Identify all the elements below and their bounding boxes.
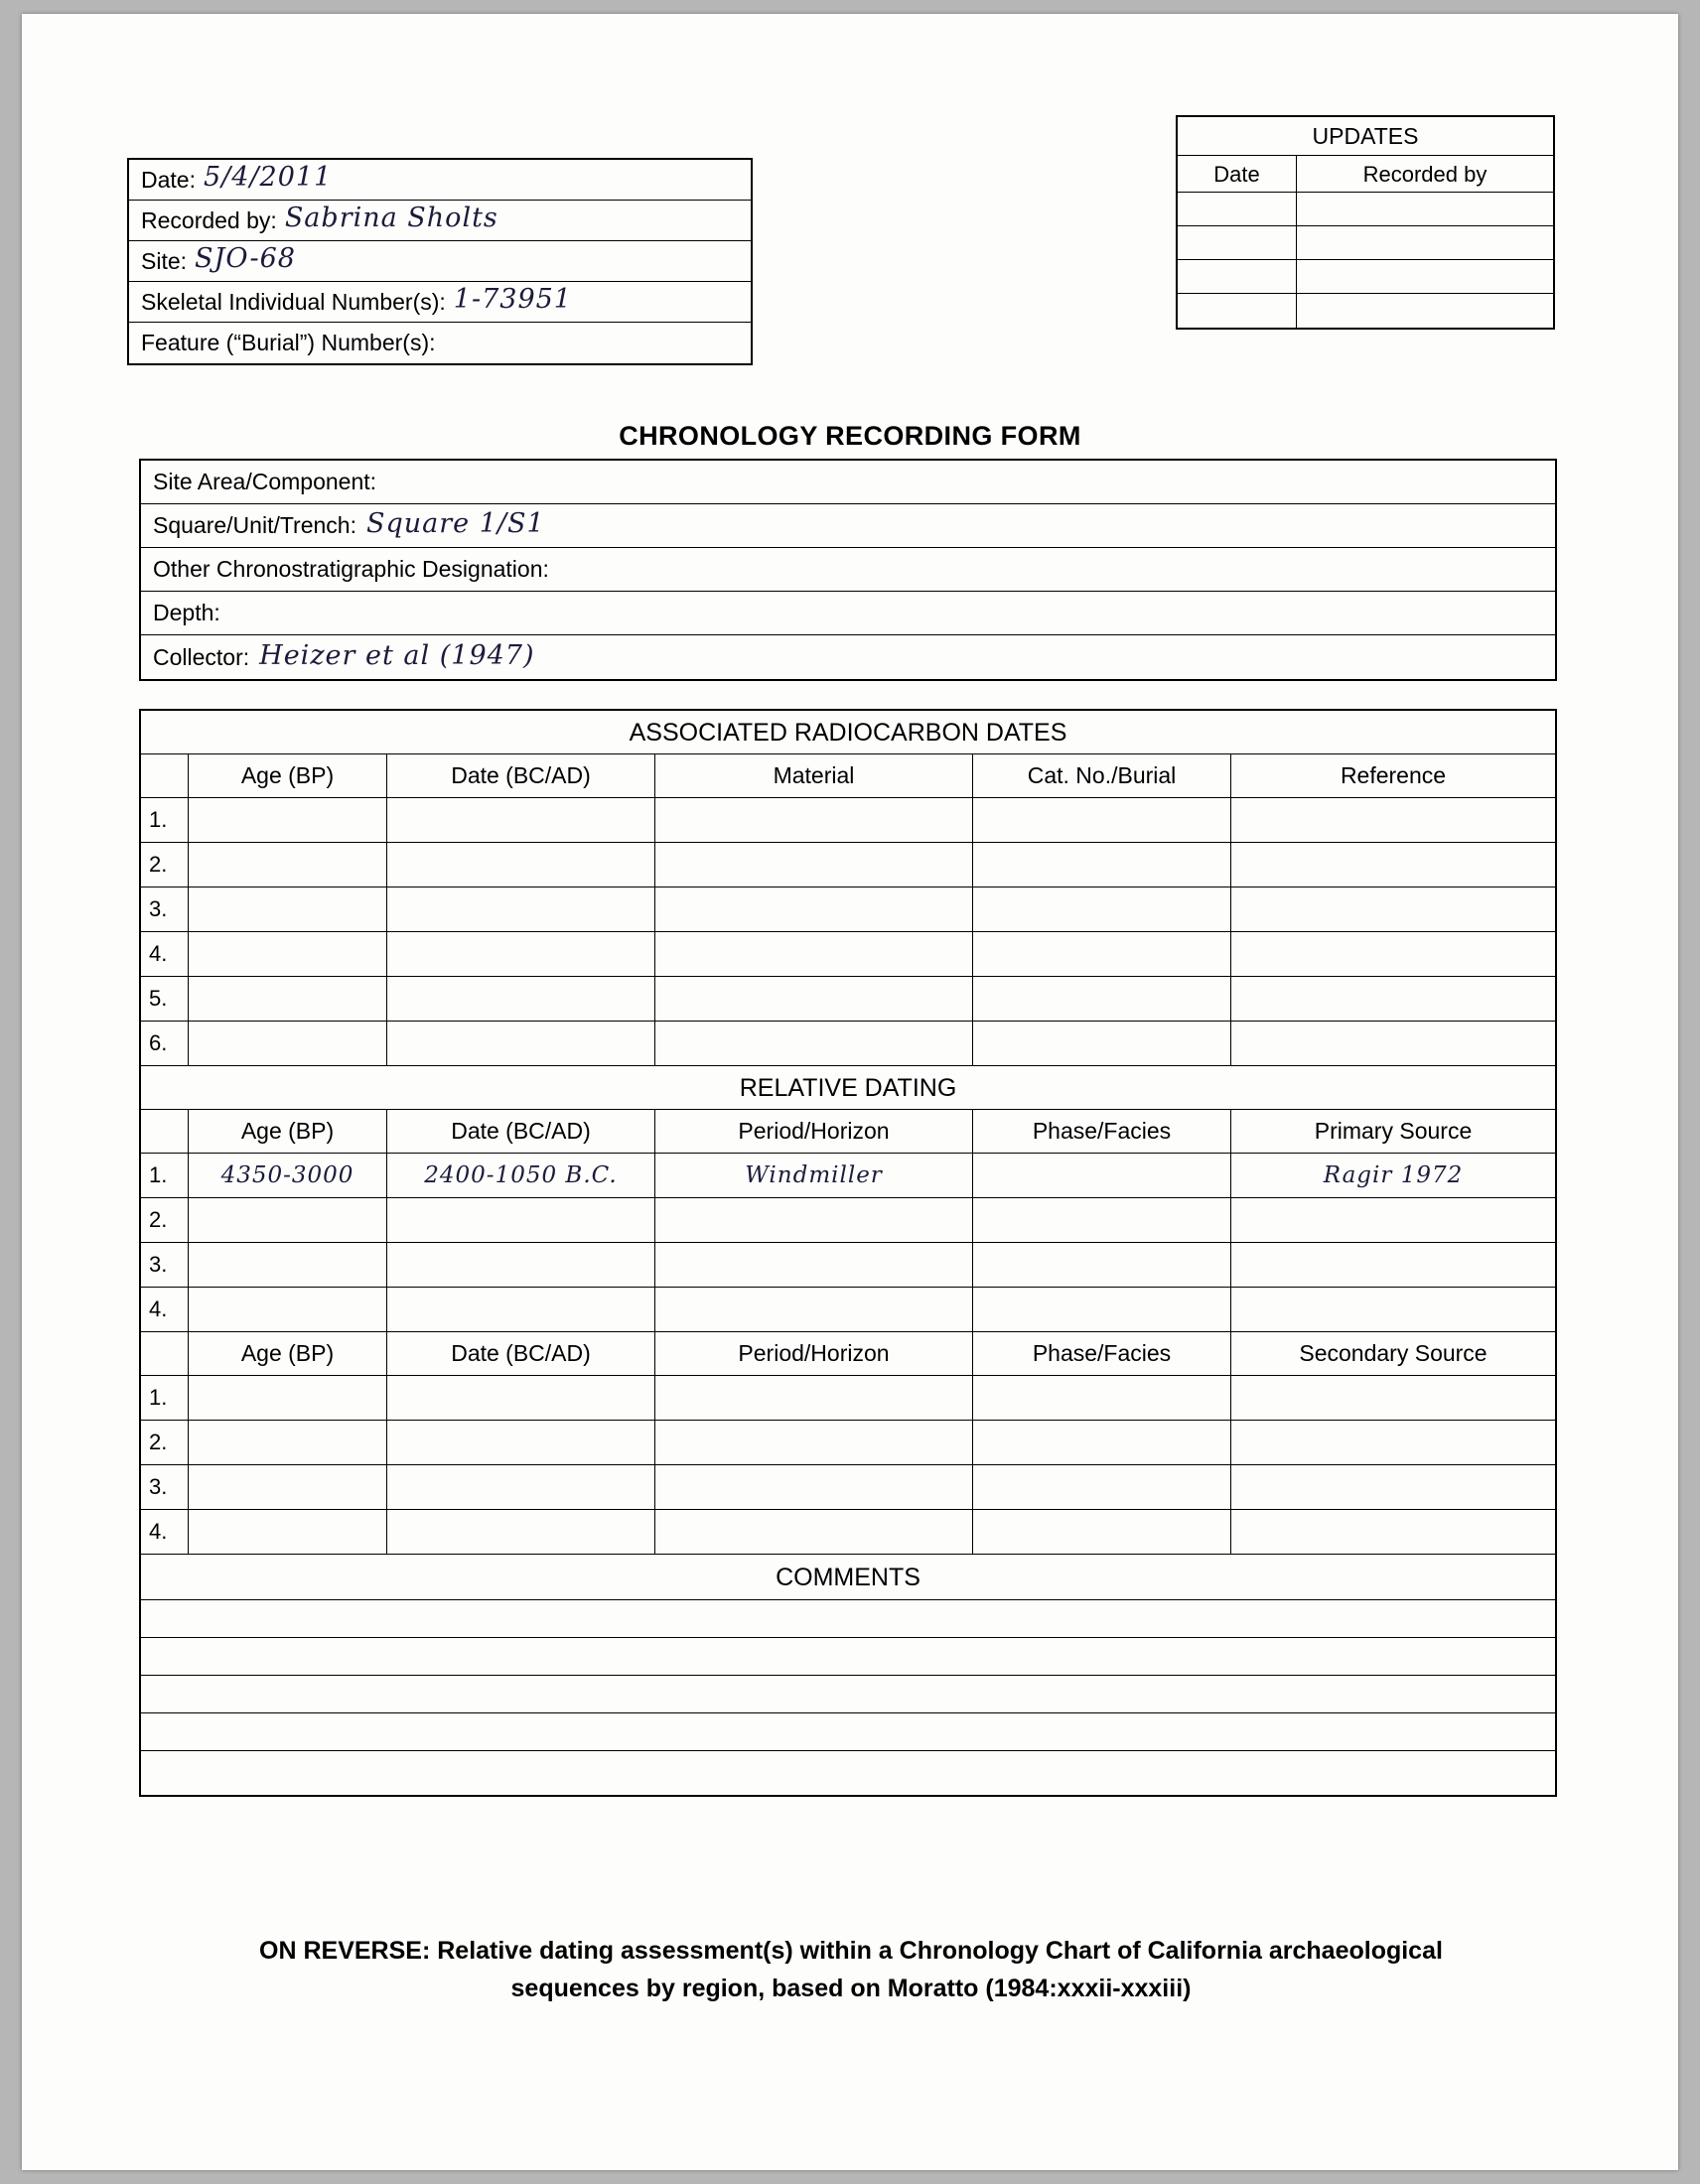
cell-primary-source: Ragir 1972 <box>1323 1162 1464 1188</box>
updates-row <box>1178 193 1553 226</box>
table-row <box>141 843 1555 887</box>
cell-date <box>387 1243 655 1287</box>
table-row <box>141 932 1555 977</box>
header-info-row-recorded-by <box>129 201 751 241</box>
cell-reference <box>1231 798 1555 842</box>
cell-secondary-source <box>1231 1376 1555 1420</box>
updates-title: UPDATES <box>1178 117 1553 156</box>
cell-date <box>387 1465 655 1509</box>
cell-age <box>189 1288 387 1331</box>
date-value: 5/4/2011 <box>203 161 333 193</box>
updates-row <box>1178 260 1553 294</box>
dating-tables <box>139 709 1557 1797</box>
cell-age <box>189 1510 387 1554</box>
primary-header-phase-facies: Phase/Facies <box>973 1110 1231 1153</box>
cell-secondary-source <box>1231 1510 1555 1554</box>
radiocarbon-banner: ASSOCIATED RADIOCARBON DATES <box>141 711 1555 754</box>
skeletal-individual-number-label: Skeletal Individual Number(s): <box>141 288 446 315</box>
footer-line-1: ON REVERSE: Relative dating assessment(s) within a Chronology Chart of California archaeological <box>259 1937 1443 1965</box>
cell-period-horizon <box>655 1288 973 1331</box>
row-index: 3. <box>141 1243 189 1287</box>
row-index: 3. <box>141 887 189 931</box>
header-info-row-feature-number <box>129 323 751 363</box>
cell-age: 4350-3000 <box>189 1154 387 1197</box>
cell-date <box>387 887 655 931</box>
table-row <box>141 1421 1555 1465</box>
updates-header-row <box>1178 156 1553 193</box>
cell-phase-facies <box>973 1465 1231 1509</box>
skeletal-individual-number-value: 1-73951 <box>453 283 572 315</box>
table-row <box>141 1510 1555 1555</box>
row-index: 2. <box>141 1421 189 1464</box>
cell-cat-no <box>973 887 1231 931</box>
cell-date: 2400-1050 B.C. <box>387 1154 655 1197</box>
updates-col-date-header: Date <box>1178 156 1297 192</box>
secondary-header-phase-facies: Phase/Facies <box>973 1332 1231 1375</box>
table-row <box>141 977 1555 1022</box>
square-unit-trench-value: Square 1/S1 <box>365 508 545 539</box>
collector-row <box>141 635 1555 679</box>
row-index: 2. <box>141 1198 189 1242</box>
table-row <box>141 1376 1555 1421</box>
radiocarbon-header-reference: Reference <box>1340 762 1447 788</box>
updates-box <box>1176 115 1555 330</box>
cell-age <box>189 798 387 842</box>
primary-header-date: Date (BC/AD) <box>387 1110 655 1153</box>
cell-primary-source <box>1231 1198 1555 1242</box>
page-title: CHRONOLOGY RECORDING FORM <box>619 421 1081 451</box>
site-details-box <box>139 459 1557 681</box>
cell-date <box>387 1421 655 1464</box>
square-unit-trench-label: Square/Unit/Trench: <box>153 512 356 538</box>
cell-primary-source <box>1231 1243 1555 1287</box>
secondary-header-date: Date (BC/AD) <box>387 1332 655 1375</box>
cell-age <box>189 1022 387 1065</box>
updates-cell-recorded-by <box>1297 193 1553 225</box>
table-row <box>141 1022 1555 1066</box>
row-index: 4. <box>141 1288 189 1331</box>
row-index: 4. <box>141 1510 189 1554</box>
collector-value: Heizer et al (1947) <box>259 639 535 671</box>
updates-row <box>1178 226 1553 260</box>
recorded-by-value: Sabrina Sholts <box>284 202 498 233</box>
cell-cat-no <box>973 1022 1231 1065</box>
row-index: 1. <box>141 1376 189 1420</box>
recorded-by-label: Recorded by: <box>141 206 277 233</box>
cell-date <box>387 1376 655 1420</box>
depth-label: Depth: <box>153 600 220 625</box>
cell-phase-facies <box>973 1154 1231 1197</box>
cell-secondary-source <box>1231 1421 1555 1464</box>
relative-dating-secondary-header-row <box>141 1332 1555 1376</box>
primary-header-index <box>141 1110 189 1153</box>
radiocarbon-header-date: Date (BC/AD) <box>387 754 655 797</box>
cell-cat-no <box>973 977 1231 1021</box>
cell-age <box>189 843 387 887</box>
secondary-header-period-horizon: Period/Horizon <box>655 1332 973 1375</box>
header-info-box <box>127 158 753 365</box>
cell-age <box>189 1198 387 1242</box>
header-info-row-site <box>129 241 751 282</box>
date-label: Date: <box>141 166 196 193</box>
cell-material <box>655 932 973 976</box>
cell-date <box>387 1198 655 1242</box>
cell-material <box>655 843 973 887</box>
radiocarbon-header-row <box>141 754 1555 798</box>
radiocarbon-header-index <box>141 754 189 797</box>
cell-date <box>387 843 655 887</box>
cell-material <box>655 977 973 1021</box>
scanned-page <box>22 14 1678 2170</box>
cell-age <box>189 1421 387 1464</box>
cell-period-horizon: Windmiller <box>655 1154 973 1197</box>
row-index: 3. <box>141 1465 189 1509</box>
cell-period-horizon <box>655 1421 973 1464</box>
updates-cell-recorded-by <box>1297 260 1553 293</box>
table-row <box>141 1154 1555 1198</box>
table-row <box>141 798 1555 843</box>
chronology-recording-form <box>22 14 1678 2170</box>
cell-date <box>387 1510 655 1554</box>
cell-material <box>655 887 973 931</box>
updates-cell-recorded-by <box>1297 294 1553 328</box>
square-unit-trench-row <box>141 504 1555 548</box>
comment-line <box>141 1713 1555 1751</box>
cell-secondary-source <box>1231 1465 1555 1509</box>
other-chronostratigraphic-designation-label: Other Chronostratigraphic Designation: <box>153 556 549 582</box>
cell-cat-no <box>973 932 1231 976</box>
cell-reference <box>1231 843 1555 887</box>
row-index: 1. <box>141 1154 189 1197</box>
cell-date <box>387 1022 655 1065</box>
updates-cell-date <box>1178 294 1297 328</box>
table-row <box>141 1198 1555 1243</box>
row-index: 5. <box>141 977 189 1021</box>
cell-reference <box>1231 977 1555 1021</box>
cell-date <box>387 977 655 1021</box>
cell-period-horizon <box>655 1243 973 1287</box>
radiocarbon-header-cat-no: Cat. No./Burial <box>973 754 1231 797</box>
cell-reference <box>1231 887 1555 931</box>
cell-reference <box>1231 1022 1555 1065</box>
cell-primary-source <box>1231 1288 1555 1331</box>
site-area-component-row <box>141 461 1555 504</box>
other-chronostratigraphic-designation-row <box>141 548 1555 592</box>
cell-date <box>387 932 655 976</box>
primary-header-primary-source: Primary Source <box>1314 1118 1473 1144</box>
cell-phase-facies <box>973 1376 1231 1420</box>
cell-phase-facies <box>973 1243 1231 1287</box>
radiocarbon-header-age: Age (BP) <box>189 754 387 797</box>
radiocarbon-header-material: Material <box>655 754 973 797</box>
site-label: Site: <box>141 247 188 274</box>
cell-period-horizon <box>655 1198 973 1242</box>
relative-dating-banner: RELATIVE DATING <box>141 1066 1555 1110</box>
cell-age <box>189 1376 387 1420</box>
cell-date <box>387 1288 655 1331</box>
comments-banner: COMMENTS <box>141 1555 1555 1600</box>
row-index: 6. <box>141 1022 189 1065</box>
updates-cell-date <box>1178 193 1297 225</box>
updates-row <box>1178 294 1553 328</box>
primary-header-age: Age (BP) <box>189 1110 387 1153</box>
row-index: 1. <box>141 798 189 842</box>
footer-note <box>131 1932 1571 2007</box>
primary-header-period-horizon: Period/Horizon <box>655 1110 973 1153</box>
cell-cat-no <box>973 843 1231 887</box>
updates-cell-date <box>1178 226 1297 259</box>
cell-phase-facies <box>973 1198 1231 1242</box>
updates-cell-date <box>1178 260 1297 293</box>
header-info-row-skeletal-individual-number <box>129 282 751 323</box>
cell-phase-facies <box>973 1510 1231 1554</box>
cell-period-horizon <box>655 1510 973 1554</box>
site-value: SJO-68 <box>195 242 296 274</box>
table-row <box>141 887 1555 932</box>
cell-phase-facies <box>973 1421 1231 1464</box>
updates-cell-recorded-by <box>1297 226 1553 259</box>
table-row <box>141 1243 1555 1288</box>
cell-reference <box>1231 932 1555 976</box>
cell-material <box>655 798 973 842</box>
cell-age <box>189 1243 387 1287</box>
secondary-header-secondary-source: Secondary Source <box>1299 1340 1488 1366</box>
footer-line-2: sequences by region, based on Moratto (1984:xxxii-xxxiii) <box>510 1975 1192 2002</box>
row-index: 4. <box>141 932 189 976</box>
cell-age <box>189 1465 387 1509</box>
cell-age <box>189 932 387 976</box>
table-row <box>141 1465 1555 1510</box>
comment-line <box>141 1676 1555 1713</box>
header-info-row-date <box>129 160 751 201</box>
table-row <box>141 1288 1555 1332</box>
secondary-header-age: Age (BP) <box>189 1332 387 1375</box>
cell-cat-no <box>973 798 1231 842</box>
collector-label: Collector: <box>153 643 250 670</box>
row-index: 2. <box>141 843 189 887</box>
relative-dating-primary-header-row <box>141 1110 1555 1154</box>
updates-col-recorded-by-header: Recorded by <box>1362 162 1488 187</box>
cell-period-horizon <box>655 1376 973 1420</box>
cell-period-horizon <box>655 1465 973 1509</box>
secondary-header-index <box>141 1332 189 1375</box>
cell-age <box>189 977 387 1021</box>
cell-age <box>189 887 387 931</box>
cell-date <box>387 798 655 842</box>
comment-line <box>141 1638 1555 1676</box>
cell-phase-facies <box>973 1288 1231 1331</box>
feature-number-label: Feature (“Burial”) Number(s): <box>141 330 436 355</box>
cell-material <box>655 1022 973 1065</box>
depth-row <box>141 592 1555 635</box>
comment-line <box>141 1600 1555 1638</box>
site-area-component-label: Site Area/Component: <box>153 469 377 494</box>
comment-line <box>141 1751 1555 1795</box>
